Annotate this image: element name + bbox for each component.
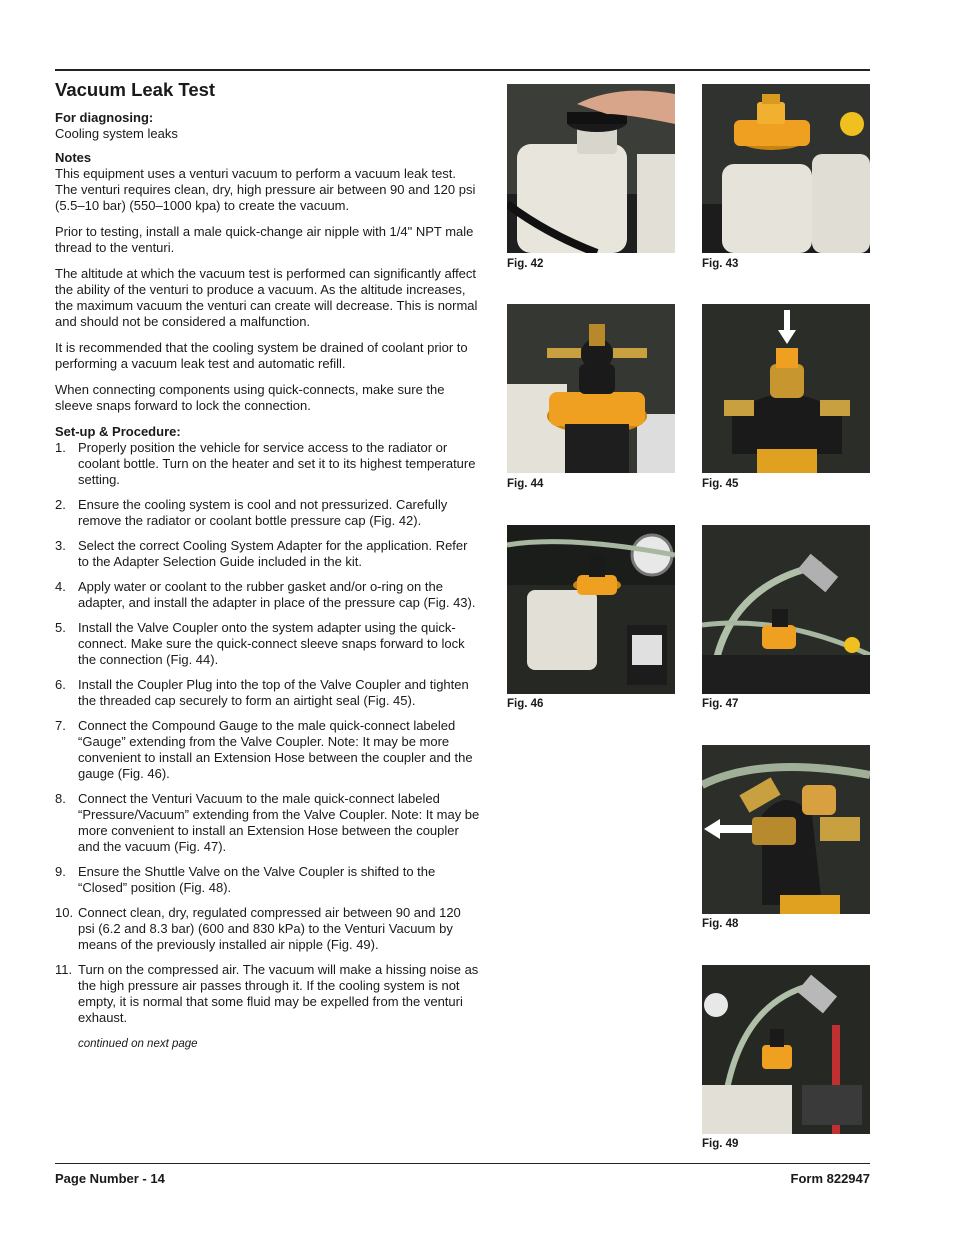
step-number: 3. xyxy=(55,538,66,553)
step-number: 6. xyxy=(55,677,66,692)
procedure-step xyxy=(55,962,480,1026)
figure-47-photo xyxy=(702,525,870,694)
procedure-step xyxy=(55,791,480,855)
procedure-step xyxy=(55,497,480,529)
diagnosing-text: Cooling system leaks xyxy=(55,126,178,141)
bottom-rule xyxy=(55,1163,870,1164)
step-text: Connect the Compound Gauge to the male quick-connect labeled “Gauge” extending from the Valve Coupler. Note: It may be more convenient to install an Extension Hose between the coupler and the gauge (Fig. 46). xyxy=(78,718,473,781)
step-text: Ensure the Shuttle Valve on the Valve Coupler is shifted to the “Closed” position (Fig. 48). xyxy=(78,864,436,895)
continued-note: continued on next page xyxy=(78,1038,198,1050)
procedure-step xyxy=(55,538,480,570)
diagnosing-label: For diagnosing: xyxy=(55,110,154,125)
step-text: Install the Valve Coupler onto the system adapter using the quick-connect. Make sure the quick-connect sleeve snaps forward to lock the connection (Fig. 44). xyxy=(78,620,465,667)
step-text: Properly position the vehicle for service access to the radiator or coolant bottle. Turn on the heater and set it to its highest temperature setting. xyxy=(78,440,476,487)
procedure-step xyxy=(55,440,480,488)
notes-paragraph: It is recommended that the cooling system be drained of coolant prior to performing a vacuum leak test and automatic refill. xyxy=(55,340,468,371)
page-title: Vacuum Leak Test xyxy=(55,79,216,100)
step-number: 5. xyxy=(55,620,66,635)
notes-paragraph: When connecting components using quick-connects, make sure the sleeve snaps forward to lock the connection. xyxy=(55,382,445,413)
procedure-step xyxy=(55,905,480,953)
step-number: 8. xyxy=(55,791,66,806)
step-text: Install the Coupler Plug into the top of the Valve Coupler and tighten the threaded cap securely to form an airtight seal (Fig. 45). xyxy=(78,677,469,708)
step-text: Ensure the cooling system is cool and not pressurized. Carefully remove the radiator or coolant bottle pressure cap (Fig. 42). xyxy=(78,497,448,528)
top-rule xyxy=(55,69,870,71)
procedure-label: Set-up & Procedure: xyxy=(55,424,181,439)
figure-45-photo xyxy=(702,304,870,473)
step-text: Turn on the compressed air. The vacuum will make a hissing noise as the high pressure air passes through it. If the cooling system is not empty, it is normal that some fluid may be expelled from the venturi exhaust. xyxy=(78,962,479,1025)
figure-42-caption: Fig. 42 xyxy=(507,258,544,270)
step-number: 4. xyxy=(55,579,66,594)
step-text: Select the correct Cooling System Adapter for the application. Refer to the Adapter Selection Guide included in the kit. xyxy=(78,538,468,569)
figure-49-photo xyxy=(702,965,870,1134)
notes-label: Notes xyxy=(55,150,92,165)
page-number: Page Number - 14 xyxy=(55,1171,165,1186)
procedure-step xyxy=(55,579,480,611)
notes-paragraph: This equipment uses a venturi vacuum to perform a vacuum leak test. The venturi requires clean, dry, high pressure air between 90 and 120 psi (5.5–10 bar) (550–1000 kpa) to create the vacuum. xyxy=(55,166,476,213)
figure-44-caption: Fig. 44 xyxy=(507,478,544,490)
figure-43-caption: Fig. 43 xyxy=(702,258,739,270)
procedure-step xyxy=(55,677,480,709)
figure-42-photo xyxy=(507,84,675,253)
figure-48-caption: Fig. 48 xyxy=(702,918,739,930)
step-number: 11. xyxy=(55,962,73,977)
figure-45-caption: Fig. 45 xyxy=(702,478,739,490)
step-number: 2. xyxy=(55,497,66,512)
main-text-column xyxy=(55,78,480,1052)
step-number: 1. xyxy=(55,440,66,455)
figure-43-photo xyxy=(702,84,870,253)
step-number: 10. xyxy=(55,905,74,920)
form-number: Form 822947 xyxy=(790,1171,870,1186)
notes-paragraph: The altitude at which the vacuum test is performed can significantly affect the ability of the venturi to produce a vacuum. As the altitude increases, the maximum vacuum the venturi can create will decrease. This is normal and should not be considered a malfunction. xyxy=(55,266,478,329)
notes-paragraph: Prior to testing, install a male quick-change air nipple with 1/4" NPT male thread to the venturi. xyxy=(55,224,474,255)
figure-47-caption: Fig. 47 xyxy=(702,698,739,710)
step-number: 9. xyxy=(55,864,66,879)
procedure-step xyxy=(55,620,480,668)
figure-48-photo xyxy=(702,745,870,914)
figure-46-photo xyxy=(507,525,675,694)
step-number: 7. xyxy=(55,718,66,733)
figure-46-caption: Fig. 46 xyxy=(507,698,544,710)
procedure-step xyxy=(55,718,480,782)
step-text: Connect clean, dry, regulated compressed air between 90 and 120 psi (6.2 and 8.3 bar) (600 and 830 kPa) to the Venturi Vacuum by means of the previously installed air nipple (Fig. 49). xyxy=(78,905,461,952)
procedure-step xyxy=(55,864,480,896)
procedure-steps xyxy=(55,440,480,1026)
step-text: Apply water or coolant to the rubber gasket and/or o-ring on the adapter, and install the adapter in place of the pressure cap (Fig. 43). xyxy=(78,579,476,610)
figure-44-photo xyxy=(507,304,675,473)
step-text: Connect the Venturi Vacuum to the male quick-connect labeled “Pressure/Vacuum” extending from the Valve Coupler. Note: It may be more convenient to install an Extension Hose between the coupler and the vacuum (Fig. 47). xyxy=(78,791,480,854)
figure-49-caption: Fig. 49 xyxy=(702,1138,739,1150)
